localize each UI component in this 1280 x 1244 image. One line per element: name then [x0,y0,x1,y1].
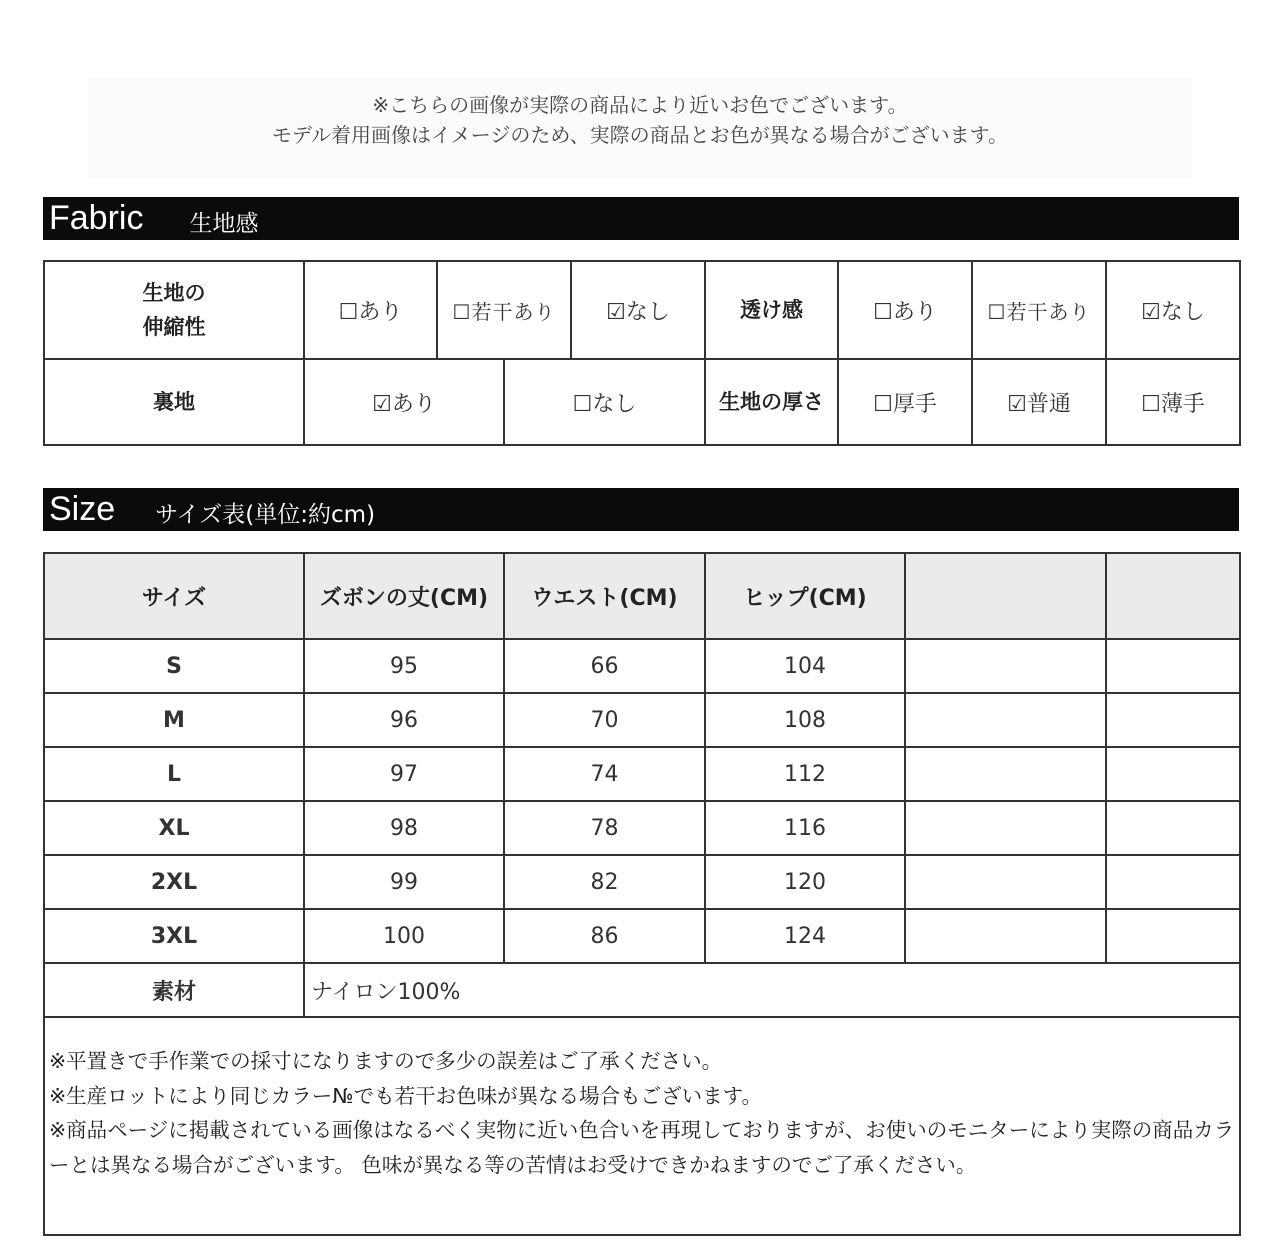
note-3: ※商品ページに掲載されている画像はなるべく実物に近い色合いを再現しておりますが、お使いのモニターにより実際の商品カラーとは異なる場合がございます。 色味が異なる等の苦情はお受けできかねますのでご了承ください。 [49,1118,1235,1177]
size-title-en: Size [49,490,116,528]
table-row [44,693,1240,747]
size-label: 3XL [44,909,304,963]
waist-value: 74 [504,747,705,801]
lining-label: 裏地 [44,359,304,445]
pants-length-value: 96 [304,693,504,747]
size-label: S [44,639,304,693]
pants-length-value: 100 [304,909,504,963]
empty-cell [1106,909,1240,963]
size-header-row [44,553,1240,639]
size-label: XL [44,801,304,855]
empty-cell [905,639,1106,693]
fabric-title-en: Fabric [49,199,144,237]
table-row [44,747,1240,801]
hip-value: 104 [705,639,905,693]
header-size: サイズ [44,553,304,639]
size-label: L [44,747,304,801]
note-2: ※生産ロットにより同じカラー№でも若干お色味が異なる場合もございます。 [49,1083,762,1108]
empty-cell [1106,693,1240,747]
waist-value: 86 [504,909,705,963]
color-notice-line-2: モデル着用画像はイメージのため、実際の商品とお色が異なる場合がございます。 [272,123,1008,147]
table-row [44,909,1240,963]
thickness-option-normal: ☑普通 [972,359,1106,445]
empty-cell [1106,855,1240,909]
sheer-label: 透け感 [705,261,838,359]
table-row [44,639,1240,693]
stretch-label-line-2: 伸縮性 [142,315,206,339]
fabric-section-header [43,197,1239,240]
hip-value: 124 [705,909,905,963]
empty-cell [905,693,1106,747]
stretch-option-slight-text: ☐若干あり [452,299,556,324]
material-label: 素材 [44,963,304,1017]
sheer-option-slight-text: ☐若干あり [987,299,1091,324]
empty-cell [905,801,1106,855]
sheer-option-slight [972,261,1106,359]
header-empty-1 [905,553,1106,639]
pants-length-value: 97 [304,747,504,801]
pants-length-value: 98 [304,801,504,855]
lining-option-yes: ☑あり [304,359,504,445]
stretch-option-slight [437,261,571,359]
header-waist: ウエスト(CM) [504,553,705,639]
size-table [43,552,1241,1236]
stretch-option-none: ☑なし [571,261,705,359]
empty-cell [1106,801,1240,855]
empty-cell [1106,639,1240,693]
waist-value: 66 [504,639,705,693]
waist-value: 70 [504,693,705,747]
empty-cell [905,855,1106,909]
notes-row [44,1017,1240,1235]
header-hip: ヒップ(CM) [705,553,905,639]
fabric-row-1 [44,261,1240,359]
pants-length-value: 99 [304,855,504,909]
thickness-option-thin: ☐薄手 [1106,359,1240,445]
header-empty-2 [1106,553,1240,639]
empty-cell [905,747,1106,801]
empty-cell [1106,747,1240,801]
fabric-title-jp: 生地感 [189,211,259,237]
size-title-jp: サイズ表(単位:約cm) [155,502,376,528]
material-row [44,963,1240,1017]
hip-value: 112 [705,747,905,801]
size-section-header [43,488,1239,531]
fabric-row-2 [44,359,1240,445]
stretch-label-line-1: 生地の [142,281,206,305]
table-row [44,855,1240,909]
pants-length-value: 95 [304,639,504,693]
color-notice [88,78,1192,178]
color-notice-line-1: ※こちらの画像が実際の商品により近いお色でございます。 [372,93,908,117]
size-label: 2XL [44,855,304,909]
note-1: ※平置きで手作業での採寸になりますので多少の誤差はご了承ください。 [49,1049,723,1073]
lining-option-none: ☐なし [504,359,705,445]
material-value: ナイロン100% [304,963,1240,1017]
hip-value: 108 [705,693,905,747]
notes-cell [44,1017,1240,1235]
hip-value: 116 [705,801,905,855]
sheer-option-yes: ☐あり [838,261,972,359]
thickness-option-thick: ☐厚手 [838,359,972,445]
stretch-option-yes: ☐あり [304,261,437,359]
empty-cell [905,909,1106,963]
fabric-table [43,260,1241,446]
thickness-label: 生地の厚さ [705,359,838,445]
sheer-option-none: ☑なし [1106,261,1240,359]
waist-value: 78 [504,801,705,855]
waist-value: 82 [504,855,705,909]
hip-value: 120 [705,855,905,909]
table-row [44,801,1240,855]
header-pants-length: ズボンの丈(CM) [304,553,504,639]
size-label: M [44,693,304,747]
stretch-label [44,261,304,359]
